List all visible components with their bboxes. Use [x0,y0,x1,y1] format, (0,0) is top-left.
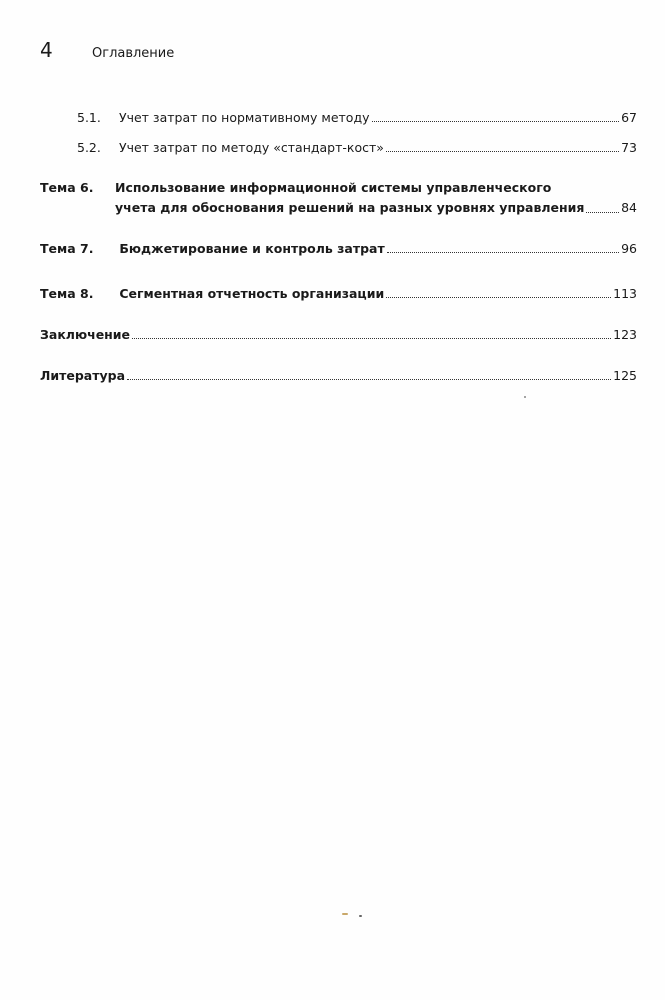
toc-entry-page: 96 [621,241,637,256]
scan-speck [342,913,348,915]
toc-entry-5-1[interactable] [77,110,637,126]
toc-entry-page: 113 [613,286,637,301]
page-number: 4 [40,38,53,62]
scan-speck [359,915,362,917]
toc-entry-topic-8[interactable] [40,286,637,302]
toc-entry-topic-6[interactable] [40,178,637,218]
running-header [40,38,174,62]
toc-entry-title: Бюджетирование и контроль затрат [119,241,385,256]
dot-leader [132,338,611,339]
toc-entry-title-line-2: учета для обоснования решений на разных уровнях управления [115,200,585,215]
dot-leader [386,297,611,298]
toc-entry-page: 125 [613,368,637,383]
toc-entry-title: Сегментная отчетность организации [119,286,385,301]
toc-entry-title: Литература [40,368,126,383]
toc-entry-number: 5.2. [77,140,101,155]
scan-speck [524,396,526,398]
dot-leader [586,212,619,213]
toc-entry-title: Заключение [40,327,131,342]
section-title: Оглавление [92,46,175,61]
toc-entry-literature[interactable] [40,368,637,384]
toc-entry-page: 73 [621,140,637,155]
toc-entry-page: 123 [613,327,637,342]
toc-entry-page: 67 [621,110,637,125]
toc-entry-title-line-1: Использование информационной системы управленческого [115,180,552,195]
dot-leader [372,121,620,122]
toc-entry-conclusion[interactable] [40,327,637,343]
toc-entry-number: Тема 7. [40,241,94,256]
toc-entry-page: 84 [621,200,637,215]
toc-entry-5-2[interactable] [77,140,637,156]
toc-entry-topic-7[interactable] [40,241,637,257]
dot-leader [386,151,619,152]
dot-leader [387,252,619,253]
toc-entry-title: Учет затрат по методу «стандарт-кост» [118,140,384,155]
toc-entry-number: Тема 8. [40,286,94,301]
toc-entry-number: 5.1. [77,110,101,125]
toc-entry-number: Тема 6. [40,180,94,195]
toc-entry-title: Учет затрат по нормативному методу [118,110,370,125]
dot-leader [127,379,611,380]
